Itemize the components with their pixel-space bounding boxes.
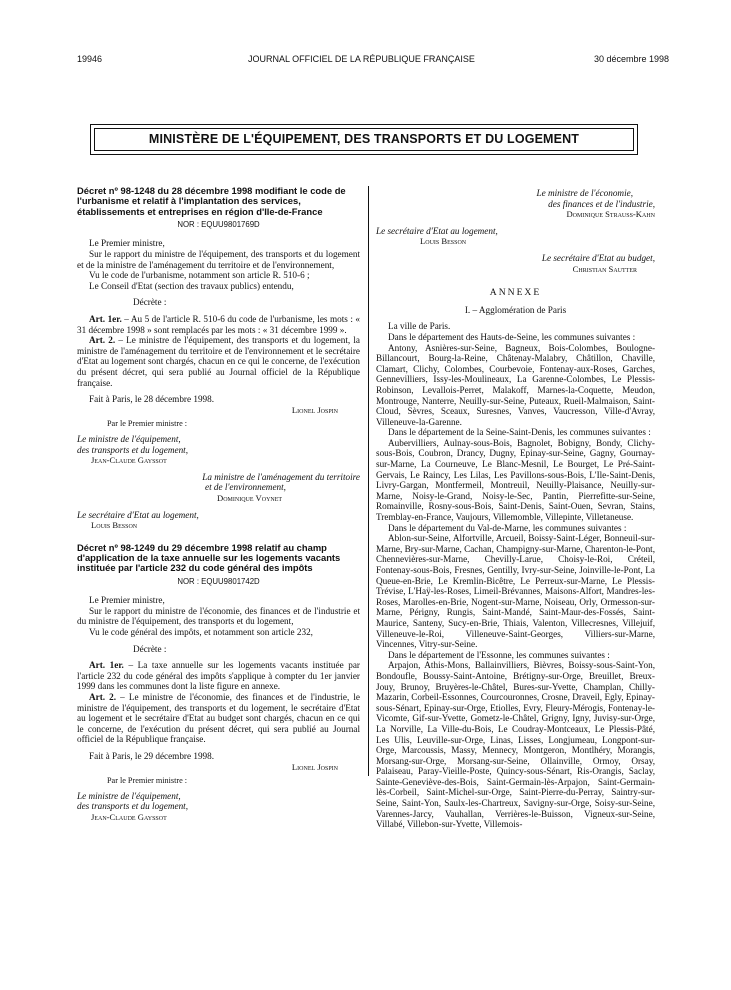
decree1-m1-title-b: des transports et du logement,	[77, 444, 189, 455]
decree2-fait: Fait à Paris, le 29 décembre 1998.	[89, 750, 215, 761]
ministry-box	[90, 124, 638, 155]
decree1-visa1: Sur le rapport du ministre de l'équipement, des transports et du logement et de la ministre de l'aménagement du territoire et de l'environnement,	[77, 249, 360, 270]
housing-secretary-title: Le secrétaire d'Etat au logement,	[376, 225, 498, 236]
decree1-secretary-name: Louis Besson	[91, 520, 138, 531]
essonne-list: Arpajon, Athis-Mons, Ballainvilliers, Bièvres, Boissy-sous-Saint-Yon, Bondoufle, Boussy-Saint-Antoine, Brétigny-sur-Orge, Breuillet, Breux-Jouy, Brunoy, Bruyères-le-Châtel, Bures-sur-Yvette, Champlan, Chilly-Mazarin, Corbeil-Essonnes, Courcouronnes, Crosne, Draveil, Egly, Epinay-sous-Sénart, Epinay-sur-Orge, Etiolles, Evry, Fleury-Mérogis, Fontenay-le-Vicomte, Gif-sur-Yvette, Gometz-le-Châtel, Grigny, Igny, Juvisy-sur-Orge, La Norville, La Ville-du-Bois, Le Coudray-Montceaux, Le Plessis-Pâté, Les Ulis, Leuville-sur-Orge, Linas, Lisses, Longjumeau, Longpont-sur-Orge, Marcoussis, Massy, Mennecy, Montgeron, Montlhéry, Morangis, Morsang-sur-Orge, Morsang-sur-Seine, Ollainville, Ormoy, Orsay, Palaiseau, Paray-Vieille-Poste, Quincy-sous-Sénart, Ris-Orangis, Saclay, Sainte-Geneviève-des-Bois, Saint-Germain-lès-Arpajon, Saint-Germain-lès-Corbeil, Saint-Michel-sur-Orge, Saint-Pierre-du-Perray, Saintry-sur-Seine, Saint-Yon, Saulx-les-Chartreux, Savigny-sur-Orge, Soisy-sur-Seine, Varennes-Jarcy, Vauhallan, Verrières-le-Buisson, Vigneux-sur-Seine, Villabé, Villebon-sur-Yvette, Villemois-	[376, 660, 655, 830]
paris-line: La ville de Paris.	[388, 321, 451, 332]
decree1-m1-title-a: Le ministre de l'équipement,	[77, 433, 181, 444]
val-de-marne-list: Ablon-sur-Seine, Alfortville, Arcueil, Boissy-Saint-Léger, Bonneuil-sur-Marne, Bry-sur-Marne, Cachan, Champigny-sur-Marne, Charenton-le-Pont, Chennevières-sur-Marne, Chevilly-Larue, Choisy-le-Roi, Créteil, Fontenay-sous-Bois, Fresnes, Gentilly, Ivry-sur-Seine, Joinville-le-Pont, La Queue-en-Brie, Le Kremlin-Bicêtre, Le Perreux-sur-Marne, Le Plessis-Trévise, L'Haÿ-les-Roses, Limeil-Brévannes, Maisons-Alfort, Mandres-les-Roses, Marolles-en-Brie, Nogent-sur-Marne, Noiseau, Orly, Ormesson-sur-Marne, Périgny, Rungis, Saint-Mandé, Saint-Maur-des-Fossés, Saint-Maurice, Santeny, Sucy-en-Brie, Thiais, Valenton, Villecresnes, Villejuif, Villeneuve-le-Roi, Villeneuve-Saint-Georges, Villiers-sur-Marne, Vincennes, Vitry-sur-Seine.	[376, 533, 656, 650]
hauts-de-seine-list: Antony, Asnières-sur-Seine, Bagneux, Bois-Colombes, Boulogne-Billancourt, Bourg-la-Reine, Châtenay-Malabry, Châtillon, Chaville, Clamart, Clichy, Colombes, Courbevoie, Fontenay-aux-Roses, Garches, Gennevilliers, Issy-les-Moulineaux, La Garenne-Colombes, Le Plessis-Robinson, Levallois-Perret, Malakoff, Marnes-la-Coquette, Meudon, Montrouge, Nanterre, Neuilly-sur-Seine, Puteaux, Rueil-Malmaison, Saint-Cloud, Sèvres, Sceaux, Suresnes, Vanves, Vaucresson, Ville-d'Avray, Villeneuve-la-Garenne.	[376, 342, 655, 427]
decree2-title: Décret nº 98-1249 du 29 décembre 1998 relatif au champ d'application de la taxe annuelle sur les logements vacants instituée par l'article 232 du code général des impôts	[77, 541, 341, 574]
decree2-art1-label: Art. 1er.	[89, 660, 124, 671]
decree2-nor: NOR : EQUU9801742D	[177, 576, 260, 586]
decree1-art1-text: – Au 5 de l'article R. 510-6 du code de l'urbanisme, les mots : « 31 décembre 1998 » sont remplacés par les mots : « 31 décembre 1999 ».	[77, 314, 361, 335]
decree1-m2-title-b: et de l'environnement,	[205, 482, 286, 493]
decree1-m2-title-a: La ministre de l'aménagement du territoire	[202, 471, 360, 482]
decree1-art1	[77, 314, 360, 335]
decree1-art2	[77, 335, 360, 388]
decree2-art2-text: – Le ministre de l'économie, des finances et de l'industrie, le ministre de l'équipement, des transports et du logement, le secrétaire d'Etat au logement et le secrétaire d'Etat au budget sont chargés, chacun en ce qui le concerne, de l'exécution du présent décret, qui sera publié au Journal officiel de la République française.	[77, 691, 360, 745]
decree1-pm-name: Lionel Jospin	[291, 404, 338, 415]
decree2-pm-name: Lionel Jospin	[291, 761, 338, 772]
decree1-m1-name: Jean-Claude Gayssot	[91, 455, 167, 466]
decree1-art2-label: Art. 2.	[89, 335, 116, 346]
decree1-decrete: Décrète :	[133, 297, 167, 308]
decree2-m1-name: Jean-Claude Gayssot	[91, 811, 167, 822]
column-divider	[368, 186, 369, 776]
essonne-intro: Dans le département de l'Essonne, les communes suivantes :	[388, 649, 610, 660]
right-column	[376, 188, 655, 830]
budget-secretary-title: Le secrétaire d'Etat au budget,	[541, 252, 655, 263]
decree2-par-pm: Par le Premier ministre :	[107, 776, 188, 786]
eco-minister-name: Dominique Strauss-Kahn	[566, 209, 655, 220]
decree2-art2	[77, 692, 360, 745]
housing-secretary-name: Louis Besson	[420, 236, 467, 247]
decree1-art2-text: – Le ministre de l'équipement, des transports et du logement, la ministre de l'aménagement du territoire et de l'environnement et le secrétaire d'Etat au logement sont chargés, chacun en ce qui le concerne, de l'exécution du présent décret, qui sera publié au Journal officiel de la République française.	[77, 335, 360, 388]
decree2-visa2: Vu le code général des impôts, et notamment son article 232,	[89, 627, 313, 637]
decree2-premier: Le Premier ministre,	[89, 595, 165, 606]
eco-minister-title-b: des finances et de l'industrie,	[548, 198, 655, 209]
seine-saint-denis-intro: Dans le département de la Seine-Saint-Denis, les communes suivantes :	[388, 427, 651, 438]
val-de-marne-intro: Dans le département du Val-de-Marne, les communes suivantes :	[388, 522, 627, 533]
decree2-art1-text: – La taxe annuelle sur les logements vacants instituée par l'article 232 du code général des impôts s'applique à compter du 1er janvier 1999 dans les communes dont la liste figure en annexe.	[77, 660, 360, 692]
decree1-premier: Le Premier ministre,	[89, 238, 165, 249]
annexe-section-title	[376, 305, 655, 316]
journal-title: JOURNAL OFFICIEL DE LA RÉPUBLIQUE FRANÇAISE	[248, 54, 475, 64]
decree1-title: Décret nº 98-1248 du 28 décembre 1998 modifiant le code de l'urbanisme et relatif à l'implantation des services, établissements et entreprises en région d'Ile-de-France	[77, 185, 346, 217]
decree2-m1-title-a: Le ministre de l'équipement,	[77, 790, 181, 801]
decree2-decrete: Décrète :	[133, 643, 167, 654]
decree1-art1-label: Art. 1er.	[89, 314, 122, 325]
page-number: 19946	[77, 54, 103, 64]
seine-saint-denis-list: Aubervilliers, Aulnay-sous-Bois, Bagnolet, Bobigny, Bondy, Clichy-sous-Bois, Coubron, Drancy, Dugny, Epinay-sur-Seine, Gagny, Gournay-sur-Marne, La Courneuve, Le Blanc-Mesnil, Le Bourget, Le Pré-Saint-Gervais, Le Raincy, Les Lilas, Les Pavillons-sous-Bois, L'Ile-Saint-Denis, Livry-Gargan, Montfermeil, Montreuil, Neuilly-Plaisance, Neuilly-sur-Marne, Noisy-le-Grand, Noisy-le-Sec, Pantin, Pierrefitte-sur-Seine, Romainville, Rosny-sous-Bois, Saint-Denis, Saint-Ouen, Sevran, Stains, Tremblay-en-France, Vaujours, Villemomble, Villepinte, Villetaneuse.	[376, 437, 655, 523]
decree2-m1-title-b: des transports et du logement,	[77, 801, 189, 812]
decree1-visa2: Vu le code de l'urbanisme, notamment son article R. 510-6 ;	[89, 270, 310, 281]
decree2-visa1: Sur le rapport du ministre de l'économie, des finances et de l'industrie et du ministre de l'équipement, des transports et du logement,	[77, 605, 360, 627]
section-label: I. – Agglomération de Paris	[464, 304, 567, 315]
decree1-fait: Fait à Paris, le 28 décembre 1998.	[89, 394, 215, 405]
ministry-title: MINISTÈRE DE L'ÉQUIPEMENT, DES TRANSPORTS ET DU LOGEMENT	[94, 128, 634, 151]
decree1-par-pm: Par le Premier ministre :	[107, 419, 188, 429]
decree1-visa3: Le Conseil d'Etat (section des travaux publics) entendu,	[89, 280, 294, 291]
left-column	[77, 186, 360, 823]
decree2-art2-label: Art. 2.	[89, 691, 117, 702]
decree1-nor: NOR : EQUU9801769D	[177, 219, 260, 229]
eco-minister-title-a: Le ministre de l'économie,	[536, 188, 633, 198]
budget-secretary-name: Christian Sautter	[572, 263, 637, 274]
decree1-secretary-title: Le secrétaire d'Etat au logement,	[77, 509, 199, 520]
decree2-art1	[77, 660, 360, 692]
issue-date: 30 décembre 1998	[594, 54, 670, 64]
decree1-m2-name: Dominique Voynet	[217, 492, 283, 503]
annexe-heading: ANNEXE	[489, 287, 542, 299]
hauts-de-seine-intro: Dans le département des Hauts-de-Seine, les communes suivantes :	[388, 331, 636, 342]
